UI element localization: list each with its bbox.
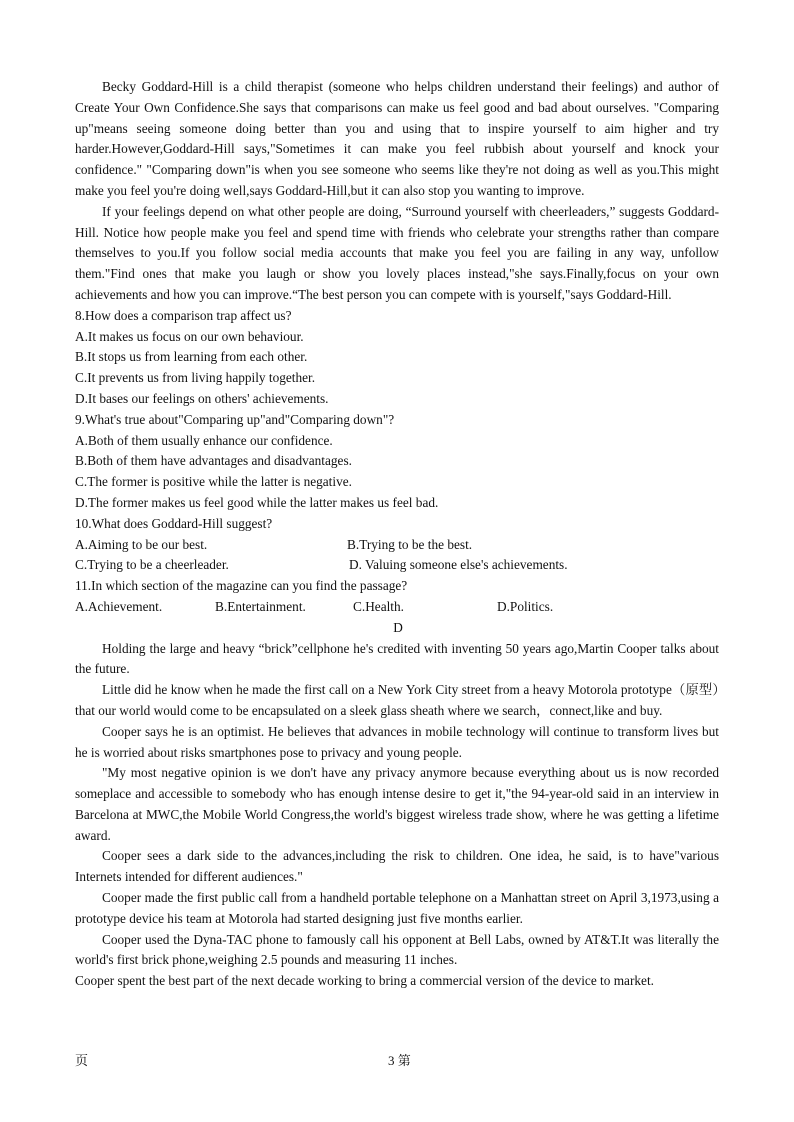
- question-10-option-b: B.Trying to be the best.: [347, 536, 473, 552]
- question-9-option-b: B.Both of them have advantages and disadvantages.: [75, 453, 352, 469]
- question-9-option-a: A.Both of them usually enhance our confidence.: [75, 432, 333, 448]
- question-8-option-c: C.It prevents us from living happily together.: [75, 370, 316, 386]
- question-8-option-b: B.It stops us from learning from each other.: [75, 349, 308, 365]
- question-11-option-c: C.Health.: [353, 598, 404, 614]
- question-8-stem: 8.How does a comparison trap affect us?: [75, 307, 292, 323]
- passage-d-paragraph-4: "My most negative opinion is we don't have any privacy anymore because everything about us is now recorded someplace and accessible to somebody who has enough intense desire to get it,"the 94-year-old said in an interview in Barcelona at MWC,the Mobile World Congress,the world's biggest wireless trade show, where he was getting a lifetime award.: [75, 765, 719, 843]
- question-11-option-d: D.Politics.: [497, 598, 554, 614]
- question-10-options-row-2: [75, 555, 719, 576]
- passage-d-paragraph-5: Cooper sees a dark side to the advances,including the risk to children. One idea, he said, is to have"various Internets intended for different audiences.": [75, 848, 719, 885]
- question-9-stem: 9.What's true about"Comparing up"and"Comparing down"?: [75, 411, 395, 427]
- question-10-option-a: A.Aiming to be our best.: [75, 536, 208, 552]
- question-11-option-a: A.Achievement.: [75, 598, 163, 614]
- document-body: [75, 77, 719, 992]
- passage-d-paragraph-7: Cooper used the Dyna-TAC phone to famously call his opponent at Bell Labs, owned by AT&T.It was literally the world's first brick phone,weighing 2.5 pounds and measuring 11 inches.: [75, 931, 719, 968]
- question-11-stem: 11.In which section of the magazine can you find the passage?: [75, 578, 408, 594]
- question-10-stem: 10.What does Goddard-Hill suggest?: [75, 515, 273, 531]
- question-8-option-d: D.It bases our feelings on others' achievements.: [75, 390, 329, 406]
- passage-d-paragraph-3: Cooper says he is an optimist. He believes that advances in mobile technology will continue to transform lives but he is worried about risks smartphones pose to privacy and young people.: [75, 723, 719, 760]
- passage-c-paragraph-1: Becky Goddard-Hill is a child therapist (someone who helps children understand their feelings) and author of Create Your Own Confidence.She says that comparisons can make us feel good and bad about ourselves. "Comparing up"means seeing someone doing better than you and using that to inspire yourself to aim higher and try harder.However,Goddard-Hill says,"Sometimes it can make you feel rubbish about yourself and knock your confidence." "Comparing down"is when you see someone who seems like they're not doing as well as you.This might make you feel you're doing well,says Goddard-Hill,but it can also stop you wanting to improve.: [75, 79, 719, 198]
- footer-page-number: 3 第: [388, 1053, 411, 1068]
- passage-d-paragraph-2: Little did he know when he made the first call on a New York City street from a heavy Motorola prototype（原型）that our world would come to be encapsulated on a sleek glass sheath where we search，connect,like and buy.: [75, 682, 719, 718]
- question-11-option-b: B.Entertainment.: [215, 598, 306, 614]
- section-heading-d: D: [393, 619, 403, 635]
- question-8-option-a: A.It makes us focus on our own behaviour.: [75, 328, 304, 344]
- passage-d-paragraph-6: Cooper made the first public call from a handheld portable telephone on a Manhattan street on April 3,1973,using a prototype device his team at Motorola had started designing just five months earlier.: [75, 890, 719, 926]
- footer-left: 页: [75, 1053, 89, 1068]
- passage-d-paragraph-1: Holding the large and heavy “brick”cellphone he's credited with inventing 50 years ago,Martin Cooper talks about the future.: [75, 640, 719, 677]
- question-11-options-row: [75, 597, 719, 618]
- question-10-option-d: D. Valuing someone else's achievements.: [349, 557, 568, 573]
- question-9-option-d: D.The former makes us feel good while the latter makes us feel bad.: [75, 494, 439, 510]
- passage-d-last-line: Cooper spent the best part of the next decade working to bring a commercial version of the device to market.: [75, 973, 654, 989]
- question-10-options-row-1: [75, 535, 719, 556]
- question-10-option-c: C.Trying to be a cheerleader.: [75, 557, 229, 573]
- question-9-option-c: C.The former is positive while the latter is negative.: [75, 474, 352, 490]
- passage-c-paragraph-2: If your feelings depend on what other people are doing, “Surround yourself with cheerleaders,” suggests Goddard-Hill. Notice how people make you feel and spend time with friends who celebrate your strengths rather than compare themselves to you.If you follow social media accounts that make you feel you are failing in any way, unfollow them."Find ones that make you laugh or show you lovely places instead,"she says.Finally,focus on your own achievements and how you can improve.“The best person you can compete with is yourself,"says Goddard-Hill.: [75, 203, 719, 302]
